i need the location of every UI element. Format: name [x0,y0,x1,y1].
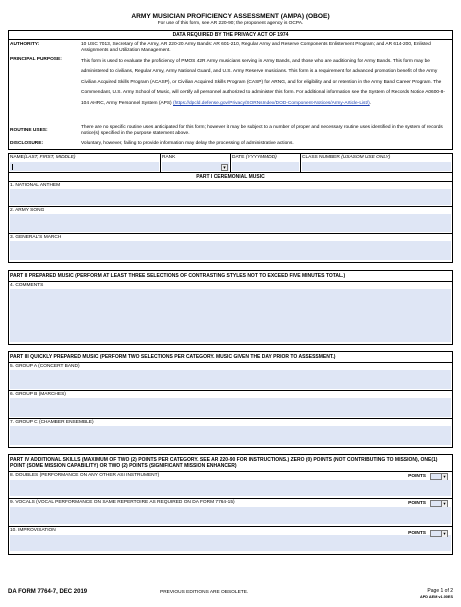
item-label: 4. COMMENTS [10,283,44,288]
authority-label: AUTHORITY: [10,42,40,47]
item-label: 6. GROUP B (MARCHES) [10,392,66,397]
points-label: POINTS [408,531,426,536]
date-label: DATE [232,155,245,160]
part-2-prepared [8,270,453,345]
disclosure-row [9,140,452,149]
name-cell [9,154,161,172]
item-label: 2. ARMY SONG [10,208,45,213]
group-a-field[interactable] [10,370,451,389]
previous-editions-note: PREVIOUS EDITIONS ARE OBSOLETE. [160,590,249,595]
rank-cell [161,154,231,172]
class-number-field[interactable] [302,162,451,171]
date-field[interactable] [232,162,299,171]
class-number-hint: (USASOM USE ONLY) [341,155,391,160]
purpose-text-block [81,57,452,123]
item-label: 9. VOCALS (VOCAL PERFORMANCE ON SAME REPERTOIRE AS REQUIRED ON DA FORM 7764-15) [10,500,235,505]
vocals-field[interactable] [10,507,451,524]
purpose-end: . [369,100,372,106]
item-group-a [9,363,452,391]
chevron-down-icon: ▾ [441,531,447,537]
purpose-row [9,57,452,123]
item-label: 5. GROUP A (CONCERT BAND) [10,364,80,369]
name-label: NAME [10,155,24,160]
army-song-field[interactable] [10,214,451,232]
points-label: POINTS [408,474,426,479]
page-number: Page 1 of 2 [427,588,453,594]
authority-text: 10 USC 7013, Secretary of the Army, AR 220-20 Army Bands: AR 601-210, Regular Army and Reserve Components Enlistement Program; and AR 614-200, Enlisted Assignments and Utilization Management. [81,42,431,54]
item-doubles [9,472,452,499]
item-label: 1. NATIONAL ANTHEM [10,183,61,188]
purpose-text: This form is used to evaluate the proficiency of PMOS 42R Army musicians serving in Army Bands, and those who are auditioning for Army Bands. This form may be administered to civilians, Regular Army, Army National Guard, and U.S. Army Reserve musicians. This form is a requirement for advanced promotion benefit of the Army Civilian Acquired Skills Program (ACASP), or Civilian Acquired Skills Program (CASP) for ARNG, and for eligibility and or retention in the Army Band Career Program. The Commendant, U.S. Army School of Music, will certify all personnel authorized to administer this form. For additional information see the System of Records Notice A0600-8-104 AHRC, Army Personnel System (APS) [81,59,445,106]
generals-march-field[interactable] [10,241,451,260]
comments-field[interactable] [10,289,451,342]
rank-select[interactable] [162,162,229,171]
name-hint: (LAST, FIRST, MIDDLE) [23,155,76,160]
privacy-act-heading: DATA REQUIRED BY THE PRIVACY ACT OF 1974 [9,31,452,40]
authority-row [9,42,452,57]
privacy-act-section [8,30,453,150]
item-label: 10. IMPROVISATION [10,528,56,533]
part-1-heading: PART I CEREMONIAL MUSIC [9,173,452,182]
item-label: 7. GROUP C (CHAMBER ENSEMBLE) [10,420,94,425]
form-frame [8,13,453,555]
improvisation-points-select[interactable] [430,530,448,537]
text-cursor [12,164,13,170]
form-id: DA FORM 7764-7, DEC 2019 [8,589,88,595]
disclosure-text: Voluntary, however, failing to provide information may delay the processing of administrative actions. [81,141,294,146]
routine-uses-row [9,123,452,140]
item-national-anthem [9,182,452,207]
item-label: 8. DOUBLES (PERFORMANCE ON ANY OTHER ASI INSTRUMENT) [10,473,160,478]
item-generals-march [9,234,452,262]
item-improvisation [9,527,452,554]
form-subtitle: For use of this form, see AR 220-90; the proponent agency is OCPA. [157,21,304,26]
part-4-heading: PART IV ADDITIONAL SKILLS (MAXIMUM OF TWO (2) POINTS PER CATEGORY. SEE AR 220-90 FOR INSTRUCTIONS.) ZERO (0) POINTS (NOT CONTRIBUTING TO MISSION), ONE(1) POINT (SOME MISSION CAPABILITY) OR TWO (2) POINTS (SIGNIFICANT MISSION ENHANCER) [9,454,452,472]
part-3-quickly-prepared [8,351,453,448]
item-vocals [9,499,452,527]
part-2-heading: PART II PREPARED MUSIC (PERFORM AT LEAST THREE SELECTIONS OF CONTRASTING STYLES NOT TO EXCEED FIVE MINUTES TOTAL.) [9,270,452,282]
vocals-points-select[interactable] [430,500,448,507]
item-label: 3. GENERAL'S MARCH [10,235,62,240]
chevron-down-icon[interactable]: ▾ [221,164,228,171]
routine-uses-text: There are no specific routine uses anticipated for this form; however it may be subject to a number of proper and necessary routine uses identified in the system of records notice(s) specified in the purpose statement above. [81,125,443,136]
group-c-field[interactable] [10,426,451,445]
purpose-label: PRINCIPAL PURPOSE: [10,57,62,62]
item-army-song [9,207,452,234]
improvisation-field[interactable] [10,535,451,551]
class-number-cell [301,154,452,172]
disclosure-label: DISCLOSURE: [10,141,44,146]
part-4-additional-skills [8,454,453,555]
chevron-down-icon: ▾ [441,474,447,480]
routine-uses-label: ROUTINE USES: [10,128,48,133]
doubles-field[interactable] [10,480,451,496]
national-anthem-field[interactable] [10,189,451,205]
item-group-b [9,391,452,419]
group-b-field[interactable] [10,398,451,417]
part-1-ceremonial [8,173,453,263]
class-number-label: CLASS NUMBER [302,155,340,160]
name-field[interactable] [10,162,159,171]
rank-label: RANK [162,155,176,160]
date-cell [231,154,301,172]
doubles-points-select[interactable] [430,473,448,480]
item-group-c [9,419,452,447]
chevron-down-icon: ▾ [441,501,447,507]
form-title: ARMY MUSICIAN PROFICIENCY ASSESSMENT (AMPA) (OBOE) [131,13,330,20]
item-comments [9,282,452,344]
identity-row [8,153,453,173]
points-label: POINTS [408,501,426,506]
apd-version: APD AEM v1.00ES [420,595,453,599]
part-3-heading: PART III QUICKLY PREPARED MUSIC (PERFORM TWO SELECTIONS PER CATEGORY. MUSIC GIVEN THE DAY PRIOR TO ASSESSMENT.) [9,351,452,363]
date-hint: (YYYYMMDD) [245,155,277,160]
sorn-link[interactable]: (https://dpcld.defense.gov/Privacy/SORNsIndex/DOD-Component-Notices/Army-Article-List/) [172,100,370,106]
